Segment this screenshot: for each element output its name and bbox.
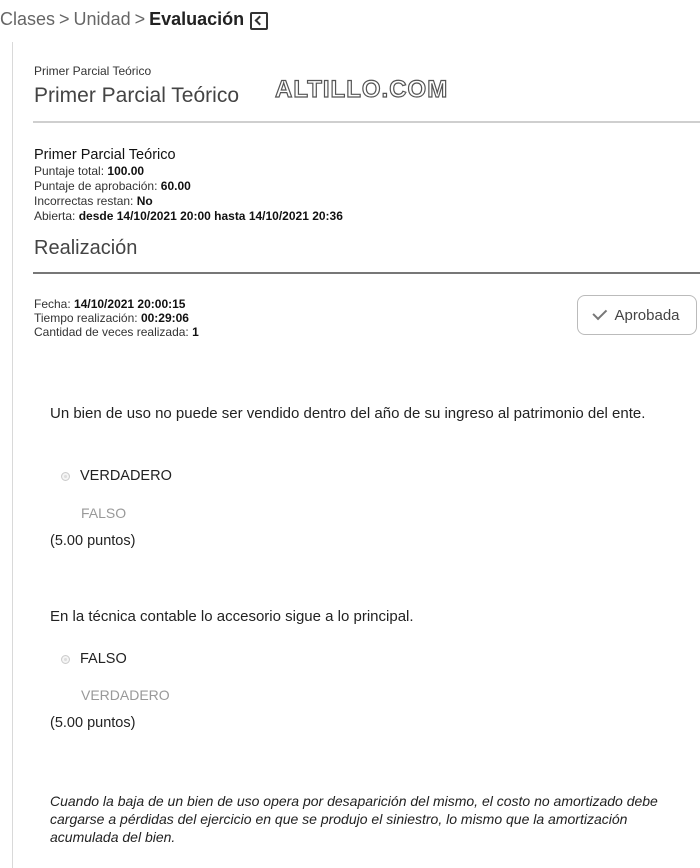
question-3-text: Cuando la baja de un bien de uso opera por desaparición del mismo, el costo no amortizado debe cargarse a pérdidas del ejercicio en que se produjo el siniestro, lo mismo que la amortización acumulada del bien. bbox=[50, 793, 658, 845]
attempt-count bbox=[34, 325, 199, 339]
back-arrow-icon[interactable] bbox=[250, 12, 268, 30]
incorrect-penalty-value: No bbox=[136, 194, 153, 208]
exam-subtitle: Primer Parcial Teórico bbox=[34, 64, 152, 78]
question-1-text: Un bien de uso no puede ser vendido dentro del año de su ingreso al patrimonio del ente. bbox=[50, 405, 646, 422]
attempt-date-value: 14/10/2021 20:00:15 bbox=[74, 297, 186, 311]
radio-icon bbox=[61, 655, 70, 664]
attempt-date-label: Fecha: bbox=[34, 297, 75, 311]
passing-score bbox=[34, 179, 343, 194]
status-label: Aprobada bbox=[614, 306, 680, 324]
exam-info bbox=[34, 146, 343, 224]
total-score-value: 100.00 bbox=[107, 164, 145, 178]
breadcrumb bbox=[0, 9, 268, 30]
total-score-label: Puntaje total: bbox=[34, 164, 108, 178]
question-2-points: (5.00 puntos) bbox=[50, 715, 136, 731]
passing-score-value: 60.00 bbox=[160, 179, 191, 193]
attempt-duration-label: Tiempo realización: bbox=[34, 311, 141, 325]
evaluation-panel bbox=[12, 42, 700, 868]
option-label: VERDADERO bbox=[80, 468, 172, 484]
breadcrumb-separator: > bbox=[134, 9, 146, 29]
attempt-duration-value: 00:29:06 bbox=[140, 311, 189, 325]
open-period-label: Abierta: bbox=[34, 209, 79, 223]
question-2-selected-option bbox=[61, 651, 127, 667]
breadcrumb-separator: > bbox=[59, 9, 70, 29]
question-1-other-option: FALSO bbox=[81, 505, 127, 521]
breadcrumb-item-unidad[interactable]: Unidad bbox=[73, 9, 131, 29]
check-icon bbox=[593, 305, 608, 320]
attempt-info bbox=[34, 297, 199, 339]
section-title: Realización bbox=[34, 237, 138, 259]
attempt-date bbox=[34, 297, 199, 311]
question-1-points: (5.00 puntos) bbox=[50, 533, 136, 549]
question-2-text: En la técnica contable lo accesorio sigue a lo principal. bbox=[50, 608, 414, 625]
exam-name: Primer Parcial Teórico bbox=[34, 147, 176, 163]
incorrect-penalty-label: Incorrectas restan: bbox=[34, 194, 137, 208]
passing-score-label: Puntaje de aprobación: bbox=[34, 179, 161, 193]
breadcrumb-item-clases[interactable]: Clases bbox=[0, 9, 56, 29]
radio-icon bbox=[61, 472, 70, 481]
page-title: Primer Parcial Teórico bbox=[34, 84, 240, 107]
breadcrumb-current: Evaluación bbox=[149, 9, 245, 29]
open-period bbox=[34, 209, 343, 224]
question-2-other-option: VERDADERO bbox=[81, 687, 170, 703]
attempt-duration bbox=[34, 311, 199, 325]
status-badge bbox=[577, 295, 697, 335]
open-period-value: desde 14/10/2021 20:00 hasta 14/10/2021 20:36 bbox=[78, 209, 343, 223]
watermark-logo: ALTILLO.COM bbox=[275, 76, 449, 103]
divider bbox=[33, 272, 700, 274]
question-1-selected-option bbox=[61, 468, 172, 484]
option-label: FALSO bbox=[80, 651, 127, 667]
attempt-count-value: 1 bbox=[192, 325, 199, 339]
attempt-count-label: Cantidad de veces realizada: bbox=[34, 325, 193, 339]
divider bbox=[33, 121, 700, 123]
total-score bbox=[34, 164, 343, 179]
incorrect-penalty bbox=[34, 194, 343, 209]
